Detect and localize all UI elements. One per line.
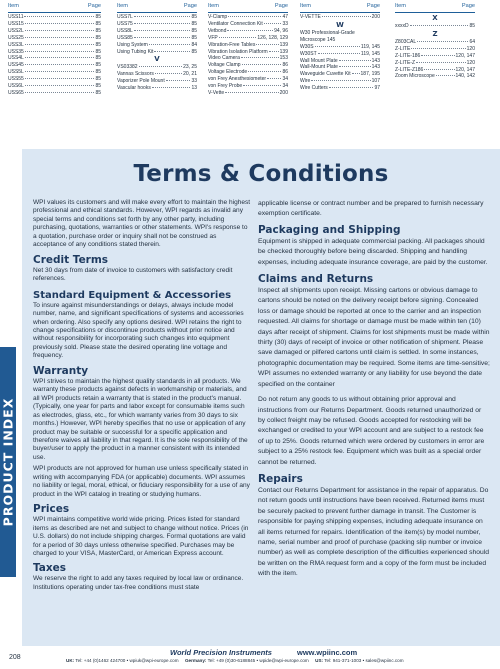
index-entry-name: Z-LITE-Z	[395, 59, 415, 66]
credit-terms-text: Net 30 days from date of invoice to customers with satisfactory credit references.	[33, 266, 233, 283]
dot-leader	[436, 75, 455, 76]
index-entry	[300, 14, 380, 21]
index-header: Item Page	[117, 3, 197, 13]
dot-leader	[25, 64, 95, 65]
index-entry-name: USS11	[8, 14, 24, 20]
index-entry-name: Zoom Microscope	[395, 73, 435, 80]
page-footer	[0, 646, 500, 669]
index-entry	[117, 49, 197, 56]
index-entry	[117, 78, 197, 85]
index-entry-page: 187, 195	[360, 71, 380, 78]
index-column	[395, 14, 475, 80]
index-entry	[8, 69, 101, 76]
index-entry	[395, 53, 475, 60]
company-name: World Precision Instruments	[170, 648, 272, 657]
dot-leader	[25, 92, 95, 93]
index-entry	[8, 49, 101, 56]
index-entry-page: 120, 147	[455, 52, 475, 59]
index-entry	[8, 83, 101, 90]
index-letter-heading: Z	[432, 29, 438, 38]
index-entry-page: 85	[191, 14, 197, 20]
index-entry	[117, 35, 197, 42]
index-entry-name: USS55	[8, 76, 24, 83]
index-entry-name: USS85	[117, 34, 133, 41]
index-entry-page: 120, 147	[455, 66, 475, 73]
terms-left-column	[33, 199, 251, 592]
index-entry-name: Vaporizer Pole Mount	[117, 78, 165, 85]
index-entry-name: Using System	[117, 41, 148, 48]
index-entry-name: USS5L	[8, 69, 24, 76]
index-entry	[8, 35, 101, 42]
dot-leader	[315, 46, 360, 47]
dot-leader	[134, 30, 191, 31]
dot-leader	[25, 51, 95, 52]
index-entry-name: USS15	[8, 20, 24, 27]
dot-leader	[242, 64, 282, 65]
index-entry	[208, 90, 288, 97]
index-entry	[395, 39, 475, 46]
index-entry	[8, 76, 101, 83]
index-entry	[395, 23, 475, 30]
index-entry-name: V-Clamp	[208, 14, 228, 20]
dot-leader	[155, 73, 182, 74]
index-entry-page: 85	[191, 20, 197, 27]
exemption-paragraph: applicable license or contract number and be prepared to furnish necessary exemption certificate.	[258, 200, 484, 218]
dot-leader	[24, 16, 94, 17]
index-entry-name: Vascular hooks	[117, 85, 151, 92]
product-index-side-tab	[0, 347, 16, 577]
dot-leader	[311, 80, 370, 81]
index-entry	[208, 55, 288, 62]
dot-leader	[152, 87, 191, 88]
dot-leader	[134, 37, 191, 38]
index-entry	[117, 64, 197, 71]
index-entry-name: Z-LITE-Z186	[395, 66, 424, 73]
dot-leader	[25, 71, 95, 72]
index-entry	[208, 62, 288, 69]
standard-equipment-heading: Standard Equipment & Accessories	[33, 289, 232, 301]
standard-equipment-text: To insure against misunderstandings or delays, always include model number, name, and significant specifications of systems and accessories when ordering. Also specify any options desired. WPI retains the right to change specifications or discontinue products without prior notice and without responsibility for incorporating such changes into equipment previously sold. Please state the desired operating line voltage and frequency.	[33, 301, 244, 360]
dot-leader	[424, 69, 454, 70]
index-entry-name: Wall-Mount Plate	[300, 64, 338, 71]
index-entry-page: 34	[282, 83, 288, 90]
index-entry-page: 84	[191, 41, 197, 48]
dot-leader	[25, 44, 95, 45]
index-entry	[8, 14, 101, 21]
index-column	[300, 14, 380, 92]
index-entry	[117, 21, 197, 28]
index-entry-page: 33	[191, 78, 197, 85]
dot-leader	[139, 66, 183, 67]
dot-leader	[25, 57, 95, 58]
index-letter-heading: V	[154, 55, 160, 64]
index-entry-name: Vetbond	[208, 27, 227, 34]
germany-contact: Tel: +49 (0)30-6188845 • wpide@wpi-europe.com	[207, 658, 309, 663]
index-entry-page: 20, 21	[183, 71, 197, 78]
dot-leader	[417, 41, 468, 42]
index-entry-page: 86	[282, 62, 288, 69]
dot-leader	[416, 62, 466, 63]
index-entry-page: 143	[371, 64, 380, 71]
dot-leader	[411, 48, 465, 49]
prices-heading: Prices	[33, 503, 70, 516]
index-header: Item Page	[395, 3, 475, 13]
index-entry-name: von Frey Probe	[208, 83, 243, 90]
index-entry-page: 85	[95, 89, 101, 96]
index-entry	[117, 14, 197, 21]
dot-leader	[256, 44, 278, 45]
index-entry	[300, 58, 380, 65]
index-entry	[300, 64, 380, 71]
index-entry	[117, 85, 197, 92]
credit-terms-heading: Credit Terms	[33, 253, 109, 266]
side-tab-label: PRODUCT INDEX	[0, 397, 16, 527]
contact-line	[66, 658, 404, 663]
dot-leader	[248, 71, 281, 72]
index-entry-page: 126, 128, 129	[257, 34, 288, 41]
dot-leader	[228, 16, 281, 17]
index-entry-page: 85	[469, 23, 475, 29]
index-entry-page: 33	[282, 20, 288, 27]
index-entry-page: 119, 145	[360, 43, 380, 50]
index-entry-name: Z-LITE-186	[395, 52, 421, 59]
index-entry	[208, 76, 288, 83]
page-number: 208	[9, 654, 21, 661]
index-letter-heading: W	[336, 20, 344, 29]
claims-text: Inspect all shipments upon receipt. Missing cartons or obvious damage to cartons should be noted on the delivery receipt before signing. Concealed loss or damage should be reported at once to the carrier and an inspection requested. All claims for shortage or damage must be made within ten (10) days after receipt of shipment. Claims for lost shipments must be made within thirty (30) days of receipt of invoice or other notification of shipment. Please save damaged or pilfered cartons until claim is settled. In some instances, photographic documentation may be required. Some items are time-sensitive; WPI assumes no extended warranty or any liability for use beyond the date specified on the container	[258, 287, 490, 388]
index-entry	[395, 67, 475, 74]
repairs-text: Contact our Returns Department for assistance in the repair of apparatus. Do not return goods until instructions have been received. Returned items must be securely packed to prevent further damage in transit. The Customer is responsible for paying shipping expenses, including adequate insurance on all items returned for repairs. Identification of the item(s) by model number, name, serial number and proof of purchase (packing slip number or invoice number) as well as complete description of the difficulties experienced should be written on the RMA request form and a copy of the form must be included with the item.	[258, 486, 489, 578]
index-entry-page: 85	[95, 48, 101, 55]
index-entry-page: 85	[95, 62, 101, 69]
dot-leader	[134, 23, 191, 24]
index-entry-name: Z803CAL	[395, 38, 417, 45]
index-entry-page: 85	[95, 41, 101, 48]
index-entry-page: 85	[191, 34, 197, 41]
index-entry-name: Wire Cutters	[300, 85, 328, 92]
index-entry-name: xxxxD	[395, 23, 409, 29]
index-entry-page: 120	[466, 45, 475, 52]
dot-leader	[134, 16, 191, 17]
index-entry-name: Wire	[300, 78, 311, 85]
prices-text: WPI maintains competitive world wide pricing. Prices listed for standard items as described are net and subject to change without notice. Prices (in U.S. dollars) do not include shipping charges. Formal quotations are valid for a period of 30 days unless otherwise specified. Purchases may be charged to your VISA, MasterCard, or American Express account.	[33, 516, 249, 557]
claims-heading: Claims and Returns	[258, 273, 374, 286]
index-column	[208, 14, 288, 97]
warranty-human-use-text: WPI products are not approved for human use unless specifically stated in writing with accompanying FDA (or applicable) documents. WPI assumes no liability or legal, moral, ethical, or fiduciary responsibility for a use of any product in the WPI catalog in treating or studying humans.	[33, 465, 250, 498]
dot-leader	[352, 73, 360, 74]
index-entry	[8, 62, 101, 69]
index-entry-page: 34	[282, 76, 288, 83]
index-entry-page: 85	[95, 83, 101, 90]
index-entry-name: USS3L	[8, 41, 24, 48]
index-entry	[117, 28, 197, 35]
index-entry	[208, 21, 288, 28]
index-entry-name: Waveguide Cuvette Kit	[300, 71, 351, 78]
dot-leader	[269, 51, 279, 52]
index-entry-page: 85	[95, 76, 101, 83]
index-entry-page: 23, 25	[183, 64, 197, 71]
index-entry-page: 139	[279, 48, 288, 55]
index-entry-page: 85	[95, 27, 101, 34]
index-entry	[300, 78, 380, 85]
index-entry-page: 140, 142	[455, 73, 475, 80]
index-letter-heading: X	[432, 14, 438, 22]
dot-leader	[339, 60, 371, 61]
uk-label: UK:	[66, 658, 75, 663]
warranty-heading: Warranty	[33, 364, 89, 377]
index-entry-page: 85	[95, 69, 101, 76]
index-header: Item Page	[300, 3, 380, 13]
index-entry-name: Using Tubing Kit	[117, 48, 154, 55]
dot-leader	[410, 25, 469, 26]
intro-paragraph: WPI values its customers and will make every effort to maintain the highest professional and ethical standards. However, WPI regards as invalid any special terms and conditions set forth by any other party, including purchasing, quotations, warranties or other statements. WPI's response to a quotation, purchase order or inquiry shall not be construed as acceptance of any conditions stated therein.	[33, 199, 251, 249]
index-entry	[300, 30, 380, 44]
index-entry	[395, 73, 475, 80]
dot-leader	[329, 87, 374, 88]
returns-text: Do not return any goods to us without obtaining prior approval and instructions from our Returns Department. Goods returned unauthorized or by collect freight may be refused. Goods accepted for restocking will be exchanged or credited to your WPI account and are subject to a restock fee of up to 25%. Goods returned which were ordered by customers in error are subject to a 25% restock fee. Equipment which was built as a special order cannot be returned.	[258, 396, 485, 466]
index-entry-name: V-VETTE	[300, 14, 321, 20]
index-entry-page: 120	[466, 59, 475, 66]
taxes-text: We reserve the right to add any taxes required by local law or ordinance. Institutions operating under tax-free conditions must state	[33, 575, 244, 591]
index-entry-name: USS2L	[8, 27, 24, 34]
index-entry-name: von Frey Anesthesiometer	[208, 76, 267, 83]
dot-leader	[322, 16, 371, 17]
index-entry-name: VFP	[208, 34, 218, 41]
index-entry-page: 85	[95, 14, 101, 20]
index-entry	[300, 85, 380, 92]
dot-leader	[241, 57, 279, 58]
index-entry	[8, 21, 101, 28]
dot-leader	[25, 30, 95, 31]
index-entry	[8, 90, 101, 97]
index-entry-name: USS65	[8, 89, 24, 96]
index-column	[117, 14, 197, 92]
index-entry	[300, 51, 380, 58]
index-entry-name: Voltage Clamp	[208, 62, 241, 69]
index-entry	[300, 71, 380, 78]
index-entry-page: 85	[95, 20, 101, 27]
dot-leader	[227, 30, 273, 31]
index-entry	[8, 28, 101, 35]
dot-leader	[25, 85, 95, 86]
index-header: Item Page	[208, 3, 288, 13]
taxes-heading: Taxes	[33, 562, 67, 575]
index-entry-name: Z-LITE	[395, 45, 411, 52]
index-entry-page: 119, 145	[360, 50, 380, 57]
index-entry-name: USS75	[117, 20, 133, 27]
index-entry-page: 97	[374, 85, 380, 92]
dot-leader	[149, 44, 191, 45]
index-entry-name: USS35	[8, 48, 24, 55]
dot-leader	[243, 85, 281, 86]
index-entry	[208, 42, 288, 49]
page-title: Terms & Conditions	[133, 161, 389, 187]
index-entry-page: 85	[95, 34, 101, 41]
us-contact: Tel: 941-371-1003 • sales@wpiinc.com	[324, 658, 404, 663]
index-entry-page: 13	[191, 85, 197, 92]
index-entry-page: 94, 96	[274, 27, 288, 34]
packaging-text: Equipment is shipped in adequate commercial packing. All packages should be checked thoroughly before being discarded. Shipping and handling expenses, including adequate insurance coverage, are paid by the customer.	[258, 237, 488, 266]
index-entry	[117, 71, 197, 78]
index-entry-name: Voltage Electrode	[208, 69, 248, 76]
dot-leader	[25, 37, 95, 38]
website-link[interactable]: www.wpiinc.com	[297, 648, 358, 657]
index-entry-name: USS45	[8, 62, 24, 69]
index-entry-page: 107	[371, 78, 380, 85]
index-entry-name: Ventilator Connection Kit	[208, 20, 263, 27]
index-entry-name: Wall Mount Plate	[300, 57, 338, 64]
index-entry	[117, 42, 197, 49]
warranty-text: WPI strives to maintain the highest quality standards in all products. We warranty these products against defects in workmanship or materials, and all WPI products retain a warranty that is stated in the product's manual. (Typically, one year for parts and labor except for consumable items such as electrodes, glass, etc., for which warranty varies from 30 days to six months.) However, WPI hereby specifies that no use or application of any product may be suitable or successful for a specific application and therefore waives all liability in that regard. It is the sole responsibility of the buyer/user to apply the product in a manner consistent with its intended use.	[33, 377, 248, 461]
dot-leader	[421, 55, 454, 56]
index-entry-page: 85	[191, 27, 197, 34]
dot-leader	[225, 92, 279, 93]
index-entry	[300, 44, 380, 51]
index-entry-page: 86	[282, 69, 288, 76]
index-entry-page: 200	[371, 14, 380, 20]
index-entry	[8, 42, 101, 49]
packaging-heading: Packaging and Shipping	[258, 223, 401, 236]
index-entry-name: V-Vette	[208, 89, 225, 96]
terms-right-column	[258, 199, 490, 580]
dot-leader	[25, 23, 95, 24]
index-entry-page: 200	[279, 89, 288, 96]
index-entry-page: 143	[371, 57, 380, 64]
index-entry-name: W30S	[300, 43, 314, 50]
uk-contact: Tel: +44 (0)1462 424700 • wpiuk@wpi-europe.com	[75, 658, 179, 663]
index-entry	[395, 60, 475, 67]
index-entry-name: USS4L	[8, 55, 24, 62]
us-label: US:	[315, 658, 324, 663]
index-entry-name: USS25	[8, 34, 24, 41]
index-entry-name: USS8L	[117, 27, 133, 34]
index-entry-name: Vannas Scissors	[117, 71, 154, 78]
dot-leader	[166, 80, 191, 81]
index-entry	[8, 55, 101, 62]
index-entry-name: W30 Professional-Grade Microscope 145	[300, 29, 355, 43]
index-header: Item Page	[8, 3, 101, 13]
germany-label: Germany:	[184, 658, 207, 663]
index-entry-name: W30ST	[300, 50, 317, 57]
index-entry	[208, 83, 288, 90]
index-entry-name: Video Camera	[208, 55, 240, 62]
dot-leader	[154, 51, 190, 52]
index-entry-page: 85	[191, 48, 197, 55]
index-entry-page: 64	[469, 38, 475, 45]
dot-leader	[219, 37, 257, 38]
index-entry	[208, 35, 288, 42]
index-entry-name: USS7L	[117, 14, 133, 20]
dot-leader	[267, 78, 281, 79]
index-entry	[208, 14, 288, 21]
index-entry-page: 85	[95, 55, 101, 62]
index-entry	[208, 69, 288, 76]
index-entry-name: VS03382	[117, 64, 138, 71]
index-column	[8, 14, 101, 97]
index-entry-name: USS6L	[8, 83, 24, 90]
index-entry	[208, 28, 288, 35]
index-entry-page: 153	[279, 55, 288, 62]
index-entry-page: 139	[279, 41, 288, 48]
product-index-listing	[0, 0, 500, 146]
dot-leader	[339, 66, 371, 67]
repairs-heading: Repairs	[258, 472, 303, 485]
index-entry-name: Vibration Isolation Platform	[208, 48, 268, 55]
dot-leader	[264, 23, 282, 24]
index-entry-name: Vibration-Free Tables	[208, 41, 256, 48]
index-entry	[208, 49, 288, 56]
dot-leader	[25, 78, 95, 79]
terms-panel	[22, 149, 500, 646]
dot-leader	[318, 53, 360, 54]
index-entry-page: 47	[282, 14, 288, 20]
index-entry	[395, 46, 475, 53]
